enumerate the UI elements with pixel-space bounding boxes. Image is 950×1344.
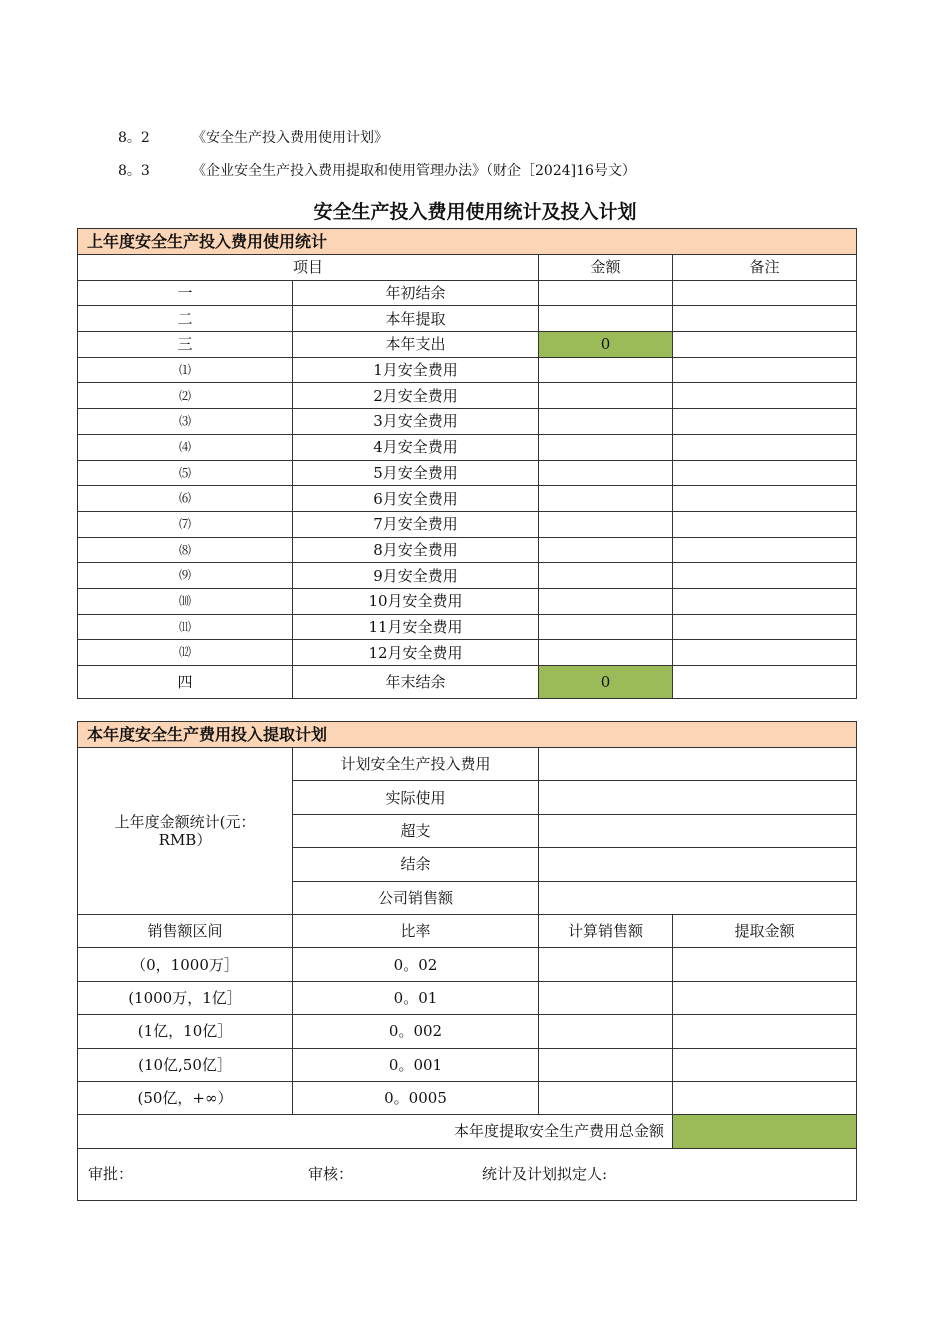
- rate: 0。01: [293, 981, 539, 1014]
- reference-line: [118, 160, 636, 180]
- rate: 0。002: [293, 1015, 539, 1048]
- table-row: [78, 537, 857, 563]
- amount-cell[interactable]: 0: [539, 332, 673, 358]
- row-item: 9月安全费用: [293, 563, 539, 589]
- note-cell[interactable]: [673, 588, 857, 614]
- row-item: 本年支出: [293, 332, 539, 358]
- row-index: ⑾: [78, 614, 293, 640]
- row-item: 7月安全费用: [293, 511, 539, 537]
- calculated-sales-cell[interactable]: [539, 981, 673, 1014]
- row-index: ⑴: [78, 357, 293, 383]
- table-row: [78, 409, 857, 435]
- rate: 0。02: [293, 948, 539, 981]
- row-item: 2月安全费用: [293, 383, 539, 409]
- row-index: 二: [78, 306, 293, 332]
- table-row: [78, 383, 857, 409]
- calculated-sales-cell[interactable]: [539, 1081, 673, 1114]
- table-row: [78, 640, 857, 666]
- extraction-amount-cell[interactable]: [673, 1081, 857, 1114]
- reference-number: 8。3: [118, 163, 150, 179]
- plan-table-header: 本年度安全生产费用投入提取计划: [78, 722, 857, 748]
- amount-cell[interactable]: 0: [539, 666, 673, 699]
- amount-cell[interactable]: [539, 280, 673, 306]
- summary-item: 公司销售额: [293, 881, 539, 914]
- amount-cell[interactable]: [539, 409, 673, 435]
- approve-signature-label: 审批：: [88, 1165, 134, 1184]
- total-amount-label: 本年度提取安全生产费用总金额: [78, 1115, 673, 1148]
- summary-item: 计划安全生产投入费用: [293, 748, 539, 781]
- table-row: [78, 1081, 857, 1114]
- column-header-amount: 金额: [539, 255, 673, 281]
- row-index: ⑻: [78, 537, 293, 563]
- row-item: 8月安全费用: [293, 537, 539, 563]
- table-row: [78, 614, 857, 640]
- row-index: ⑽: [78, 588, 293, 614]
- row-index: 一: [78, 280, 293, 306]
- table-row: [78, 981, 857, 1014]
- table-row: [78, 1048, 857, 1081]
- reference-line: [118, 127, 388, 147]
- table-row: [78, 460, 857, 486]
- row-item: 3月安全费用: [293, 409, 539, 435]
- sales-range: (10亿,50亿］: [78, 1048, 293, 1081]
- row-item: 6月安全费用: [293, 486, 539, 512]
- amount-cell[interactable]: [539, 640, 673, 666]
- row-index: ⑶: [78, 409, 293, 435]
- amount-cell[interactable]: [539, 306, 673, 332]
- note-cell[interactable]: [673, 383, 857, 409]
- table-row: [78, 486, 857, 512]
- note-cell[interactable]: [673, 409, 857, 435]
- review-signature-label: 审核：: [308, 1165, 354, 1184]
- amount-cell[interactable]: [539, 486, 673, 512]
- note-cell[interactable]: [673, 511, 857, 537]
- rate: 0。0005: [293, 1081, 539, 1114]
- extraction-amount-cell[interactable]: [673, 948, 857, 981]
- summary-value-cell[interactable]: [539, 748, 857, 781]
- note-cell[interactable]: [673, 666, 857, 699]
- extraction-amount-cell[interactable]: [673, 1048, 857, 1081]
- column-header-rate: 比率: [293, 914, 539, 947]
- sales-range: (1000万，1亿］: [78, 981, 293, 1014]
- rate: 0。001: [293, 1048, 539, 1081]
- sales-range: (50亿，+∞）: [78, 1081, 293, 1114]
- amount-cell[interactable]: [539, 563, 673, 589]
- sales-range: （0，1000万］: [78, 948, 293, 981]
- table-row: [78, 280, 857, 306]
- row-index: ⑹: [78, 486, 293, 512]
- row-item: 本年提取: [293, 306, 539, 332]
- row-index: ⑸: [78, 460, 293, 486]
- row-item: 11月安全费用: [293, 614, 539, 640]
- row-item: 1月安全费用: [293, 357, 539, 383]
- extraction-plan-table: [77, 721, 857, 1201]
- summary-item: 超支: [293, 814, 539, 847]
- amount-cell[interactable]: [539, 357, 673, 383]
- amount-cell[interactable]: [539, 614, 673, 640]
- note-cell[interactable]: [673, 486, 857, 512]
- amount-cell[interactable]: [539, 537, 673, 563]
- column-header-note: 备注: [673, 255, 857, 281]
- summary-value-cell[interactable]: [539, 881, 857, 914]
- reference-number: 8。2: [118, 130, 150, 146]
- row-index: ⑵: [78, 383, 293, 409]
- row-index: ⑺: [78, 511, 293, 537]
- summary-item: 实际使用: [293, 781, 539, 814]
- summary-value-cell[interactable]: [539, 781, 857, 814]
- reference-text: 《安全生产投入费用使用计划》: [192, 130, 388, 146]
- total-amount-cell[interactable]: [673, 1115, 857, 1148]
- extraction-amount-cell[interactable]: [673, 1015, 857, 1048]
- signature-row: [78, 1148, 857, 1200]
- note-cell[interactable]: [673, 280, 857, 306]
- note-cell[interactable]: [673, 640, 857, 666]
- row-item: 10月安全费用: [293, 588, 539, 614]
- table-row: [78, 332, 857, 358]
- table-row: [78, 357, 857, 383]
- summary-value-cell[interactable]: [539, 848, 857, 881]
- note-cell[interactable]: [673, 563, 857, 589]
- row-index: ⑼: [78, 563, 293, 589]
- note-cell[interactable]: [673, 460, 857, 486]
- calculated-sales-cell[interactable]: [539, 1048, 673, 1081]
- extraction-amount-cell[interactable]: [673, 981, 857, 1014]
- note-cell[interactable]: [673, 614, 857, 640]
- amount-cell[interactable]: [539, 588, 673, 614]
- column-header-range: 销售额区间: [78, 914, 293, 947]
- row-index: ⑿: [78, 640, 293, 666]
- preparer-signature-label: 统计及计划拟定人:: [482, 1165, 608, 1184]
- note-cell[interactable]: [673, 537, 857, 563]
- table-row: [78, 948, 857, 981]
- table-row: [78, 434, 857, 460]
- column-header-item: 项目: [78, 255, 539, 281]
- row-item: 12月安全费用: [293, 640, 539, 666]
- amount-cell[interactable]: [539, 460, 673, 486]
- table-row: [78, 511, 857, 537]
- calculated-sales-cell[interactable]: [539, 948, 673, 981]
- row-item: 5月安全费用: [293, 460, 539, 486]
- sales-range: (1亿，10亿］: [78, 1015, 293, 1048]
- calculated-sales-cell[interactable]: [539, 1015, 673, 1048]
- amount-cell[interactable]: [539, 511, 673, 537]
- row-item: 年末结余: [293, 666, 539, 699]
- table-row: [78, 588, 857, 614]
- note-cell[interactable]: [673, 306, 857, 332]
- column-header-calculated-sales: 计算销售额: [539, 914, 673, 947]
- row-index: 三: [78, 332, 293, 358]
- summary-item: 结余: [293, 848, 539, 881]
- note-cell[interactable]: [673, 434, 857, 460]
- summary-value-cell[interactable]: [539, 814, 857, 847]
- note-cell[interactable]: [673, 332, 857, 358]
- row-item: 年初结余: [293, 280, 539, 306]
- note-cell[interactable]: [673, 357, 857, 383]
- row-index: ⑷: [78, 434, 293, 460]
- column-header-extraction-amount: 提取金额: [673, 914, 857, 947]
- summary-label: 上年度金额统计(元：RMB）: [78, 748, 293, 915]
- amount-cell[interactable]: [539, 383, 673, 409]
- row-item: 4月安全费用: [293, 434, 539, 460]
- document-title: 安全生产投入费用使用统计及投入计划: [313, 201, 637, 223]
- amount-cell[interactable]: [539, 434, 673, 460]
- reference-text: 《企业安全生产投入费用提取和使用管理办法》（财企［2024]16号文）: [192, 163, 636, 179]
- usage-table-header: 上年度安全生产投入费用使用统计: [78, 229, 857, 255]
- usage-statistics-table: [77, 228, 857, 699]
- table-row: [78, 563, 857, 589]
- table-row: [78, 1015, 857, 1048]
- table-row: [78, 306, 857, 332]
- row-index: 四: [78, 666, 293, 699]
- table-row: [78, 666, 857, 699]
